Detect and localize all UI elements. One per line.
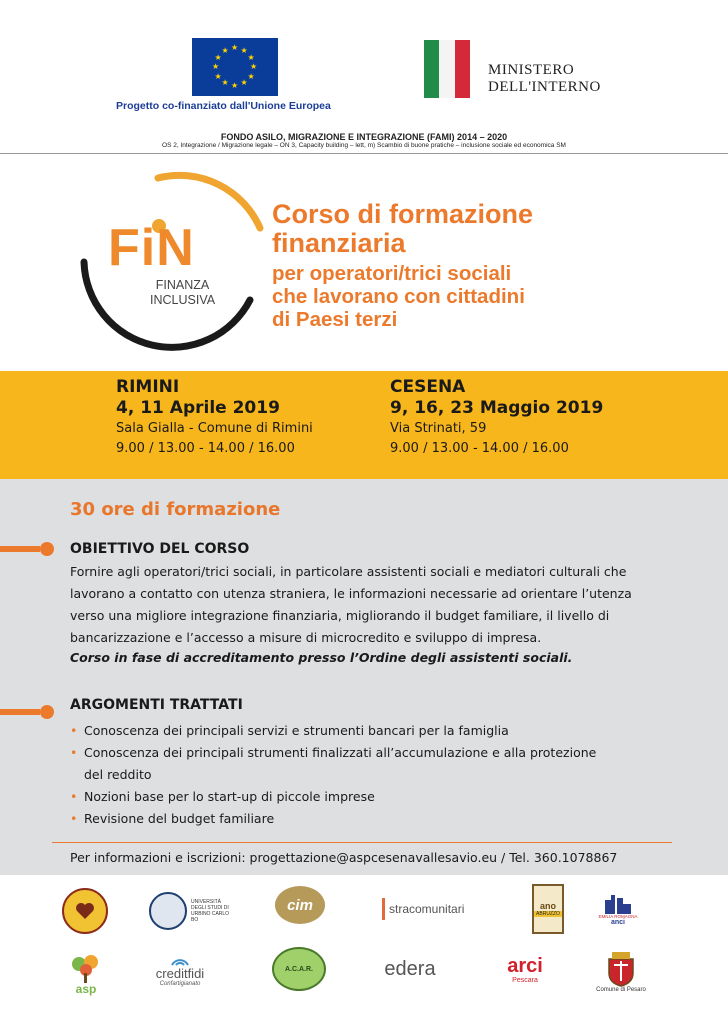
star-icon: ★ xyxy=(240,45,248,55)
list-item-text: Conoscenza dei principali strumenti finalizzati all’accumulazione e alla protezione xyxy=(84,745,597,760)
objective-line: verso una migliore integrazione finanziaria, migliorando il budget familiare, il livello di xyxy=(70,608,610,623)
star-icon: ★ xyxy=(231,81,239,90)
objective-line: lavorano a contatto con utenza straniera, le informazioni necessarie ad orientare l’utenza xyxy=(70,586,632,601)
creditfidi-sub: Confartigianato xyxy=(159,981,201,987)
fin-logo-text: FiN xyxy=(108,219,195,277)
list-item: • Revisione del budget familiare xyxy=(70,808,690,830)
eu-caption: Progetto co-finanziato dall'Unione Europea xyxy=(116,100,331,112)
venue-place: Sala Gialla - Comune di Rimini xyxy=(116,421,313,436)
venue-time: 9.00 / 13.00 - 14.00 / 16.00 xyxy=(116,441,295,456)
ano-text: ano xyxy=(539,901,556,911)
course-title-line-2: finanziaria xyxy=(272,228,406,258)
venue-city: CESENA xyxy=(390,377,466,397)
venue-dates: 4, 11 Aprile 2019 xyxy=(116,398,280,418)
course-title xyxy=(272,200,533,258)
ministry-name xyxy=(488,62,601,96)
list-item xyxy=(70,742,690,786)
coat-of-arms-icon xyxy=(606,951,636,987)
fin-logo-subtitle xyxy=(150,278,215,308)
anci-logo xyxy=(596,884,640,934)
course-title-line-1: Corso di formazione xyxy=(272,199,534,229)
edera-logo: edera xyxy=(384,957,436,980)
cim-logo: cim xyxy=(275,886,325,924)
italian-flag xyxy=(424,40,470,98)
venues-band xyxy=(0,371,728,479)
objective-heading: OBIETTIVO DEL CORSO xyxy=(70,541,250,557)
fund-title: FONDO ASILO, MIGRAZIONE E INTEGRAZIONE (FAMI) 2014 – 2020 xyxy=(220,132,508,142)
star-icon: ★ xyxy=(214,52,222,62)
topics-list xyxy=(70,720,690,830)
emilia-text: EMILIA ROMAGNA xyxy=(598,914,638,919)
venue-dates: 9, 16, 23 Maggio 2019 xyxy=(390,398,604,418)
star-icon: ★ xyxy=(247,52,255,62)
eu-flag xyxy=(192,38,278,96)
divider xyxy=(0,153,728,154)
wifi-arc-icon xyxy=(170,951,190,967)
pesaro-logo xyxy=(594,944,648,1000)
course-subtitle xyxy=(272,262,525,331)
section-bullet-icon xyxy=(40,705,54,719)
abruzzo-text: ABRUZZO xyxy=(536,911,560,917)
heart-icon xyxy=(74,900,96,922)
fin-sub-1: FINANZA xyxy=(155,278,210,292)
course-sub-line-3: di Paesi terzi xyxy=(272,308,398,331)
contact-info[interactable]: Per informazioni e iscrizioni: progettazione@aspcesenavallesavio.eu / Tel. 360.1078867 xyxy=(70,850,618,865)
objective-line: bancarizzazione e l’accesso a misure di microcredito e sviluppo di impresa. xyxy=(70,630,542,645)
list-item-cont: del reddito xyxy=(84,767,152,782)
section-bar xyxy=(0,546,40,552)
acar-logo: A.C.A.R. xyxy=(272,947,326,991)
objective-text xyxy=(70,561,690,649)
arci-logo xyxy=(495,948,555,990)
accreditation-note: Corso in fase di accreditamento presso l’Ordine degli assistenti sociali. xyxy=(70,650,573,665)
venue-city: RIMINI xyxy=(116,377,180,397)
ministry-line-1: MINISTERO xyxy=(488,62,575,78)
venue-rimini xyxy=(116,377,313,459)
pesaro-text: Comune di Pesaro xyxy=(596,987,646,993)
towers-icon xyxy=(603,892,633,914)
divider xyxy=(52,842,672,843)
asp-logo xyxy=(60,950,112,998)
topics-heading: ARGOMENTI TRATTATI xyxy=(70,697,243,713)
hours-heading: 30 ore di formazione xyxy=(70,499,281,520)
fund-subtitle: OS 2, Integrazione / Migrazione legale – ON 3, Capacity building – lett, m) Scambio di buone pratiche – inclusione sociale ed economica SM xyxy=(162,142,566,149)
uniurb-logo xyxy=(145,886,235,936)
star-icon: ★ xyxy=(214,71,222,81)
star-icon: ★ xyxy=(231,43,239,52)
asp-text: asp xyxy=(75,982,97,996)
ano-abruzzo-logo xyxy=(532,884,564,934)
anci-text: anci xyxy=(610,919,625,926)
venue-time: 9.00 / 13.00 - 14.00 / 16.00 xyxy=(390,441,569,456)
partner-logo-1 xyxy=(62,888,108,934)
uniurb-name: UNIVERSITÀ DEGLI STUDI DI URBINO CARLO BO xyxy=(191,899,230,923)
venue-cesena xyxy=(390,377,603,459)
stracomunitari-logo: stracomunitari xyxy=(382,898,498,920)
venue-place: Via Strinati, 59 xyxy=(390,421,487,436)
objective-line: Fornire agli operatori/trici sociali, in particolare assistenti sociali e mediatori culturali che xyxy=(70,564,627,579)
course-sub-line-1: per operatori/trici sociali xyxy=(272,262,512,285)
star-icon: ★ xyxy=(212,62,220,71)
ministry-line-2: DELL'INTERNO xyxy=(488,79,601,95)
creditfidi-logo xyxy=(140,948,220,990)
section-bar xyxy=(0,709,40,715)
star-icon: ★ xyxy=(240,78,248,88)
uniurb-seal-icon xyxy=(149,892,187,930)
list-item: • Conoscenza dei principali servizi e strumenti bancari per la famiglia xyxy=(70,720,690,742)
section-bullet-icon xyxy=(40,542,54,556)
tree-icon xyxy=(69,953,103,983)
arci-text: arci xyxy=(507,954,543,977)
fin-sub-2: INCLUSIVA xyxy=(150,293,216,307)
star-icon: ★ xyxy=(221,78,229,88)
course-sub-line-2: che lavorano con cittadini xyxy=(272,285,525,308)
arci-sub: Pescara xyxy=(512,976,538,984)
creditfidi-text: creditfidi xyxy=(155,966,205,981)
star-icon: ★ xyxy=(250,62,258,71)
list-item: • Nozioni base per lo start-up di piccole imprese xyxy=(70,786,690,808)
star-icon: ★ xyxy=(247,71,255,81)
star-icon: ★ xyxy=(221,45,229,55)
